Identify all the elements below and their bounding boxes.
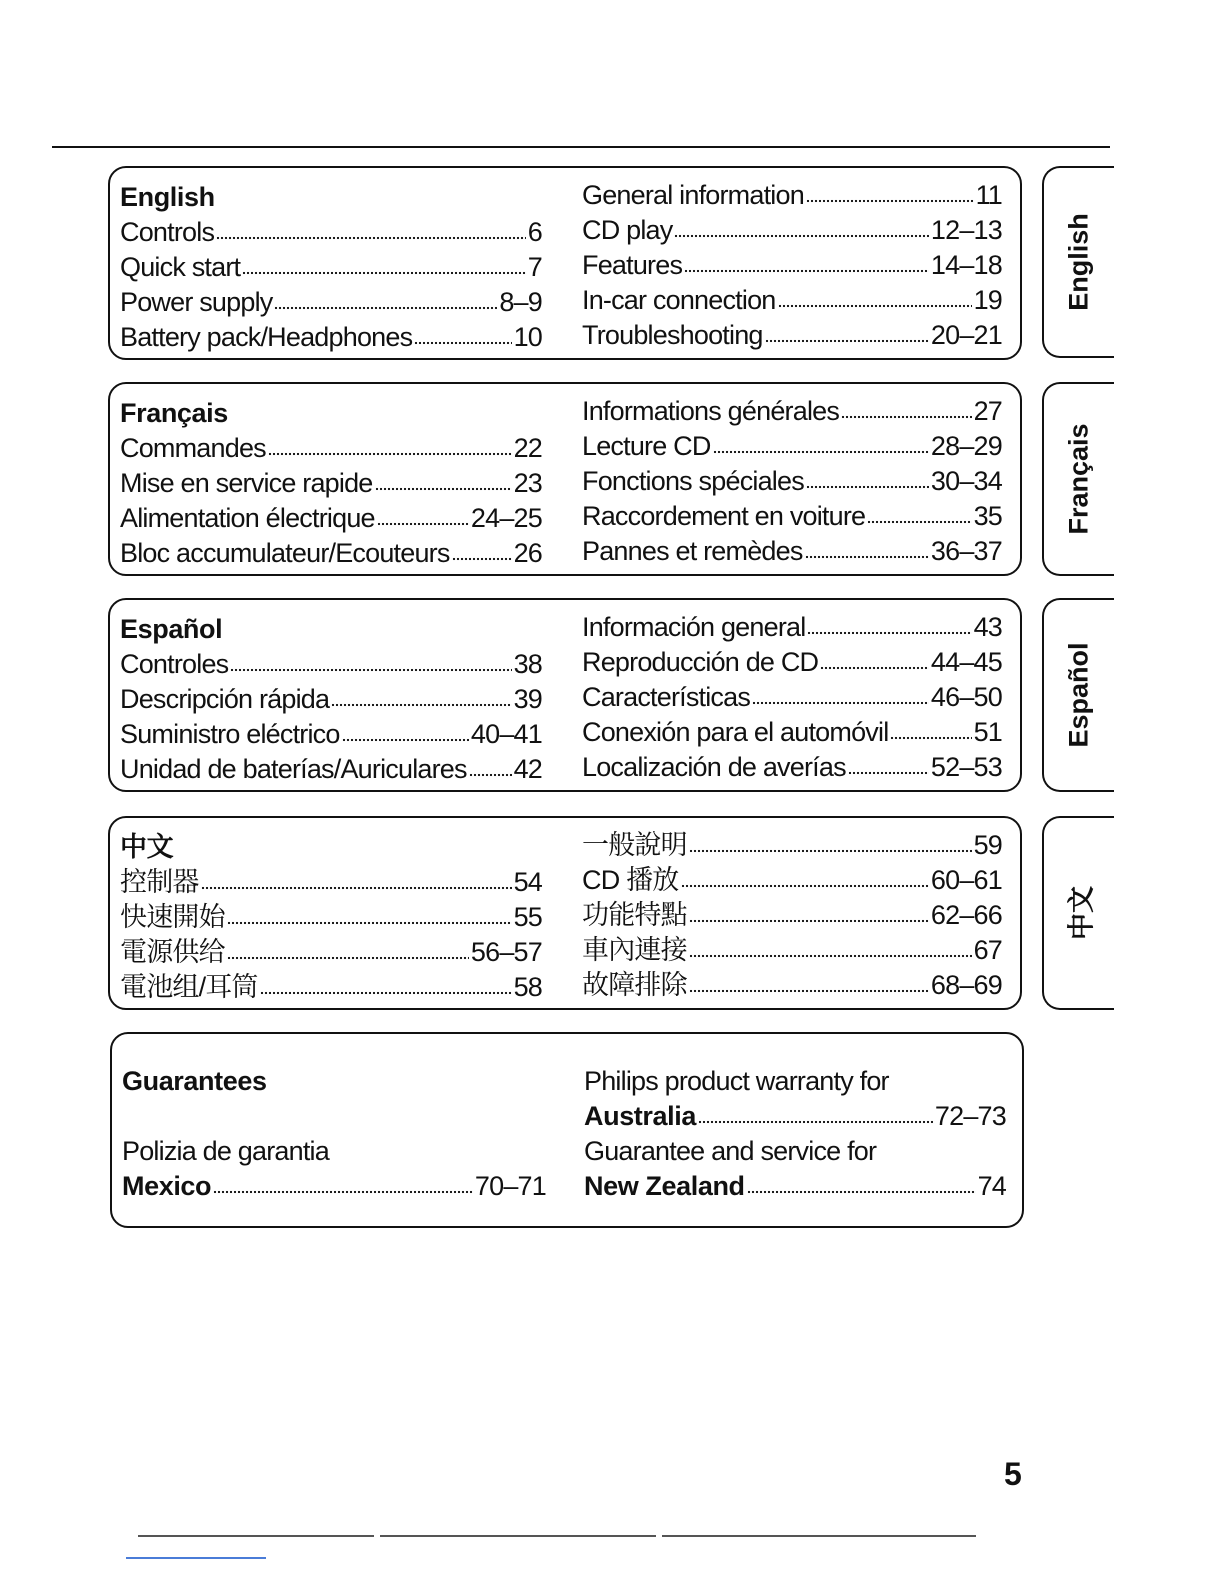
toc-entry[interactable]: Características 46–50: [582, 682, 1002, 712]
section-english-left-column: [120, 180, 542, 355]
toc-entry[interactable]: Raccordement en voiture 35: [582, 501, 1002, 531]
guarantee-australia-intro: Philips product warranty for: [584, 1066, 889, 1096]
section-guarantees: [110, 1032, 1024, 1228]
guarantee-nz-intro: Guarantee and service for: [584, 1136, 877, 1166]
blue-rule: [126, 1557, 266, 1559]
guarantee-mexico-intro: Polizia de garantia: [122, 1136, 329, 1166]
toc-entry[interactable]: CD play 12–13: [582, 215, 1002, 245]
toc-entry[interactable]: 電源供给 56–57: [120, 937, 542, 967]
toc-entry[interactable]: CD 播放 60–61: [582, 865, 1002, 895]
section-chinese: [108, 816, 1022, 1010]
section-heading: 中文: [120, 832, 174, 862]
toc-entry[interactable]: 快速開始 55: [120, 902, 542, 932]
section-heading: Español: [120, 614, 223, 644]
page-number: 5: [1004, 1456, 1022, 1492]
section-francais-right-column: [582, 394, 1002, 569]
toc-entry[interactable]: Unidad de baterías/Auriculares 42: [120, 754, 542, 784]
bottom-rule: [380, 1535, 656, 1537]
section-espanol-left-column: [120, 612, 542, 787]
toc-entry[interactable]: Descripción rápida 39: [120, 684, 542, 714]
section-heading: Français: [120, 398, 228, 428]
tab-francais[interactable]: [1042, 382, 1114, 576]
toc-entry[interactable]: Informations générales 27: [582, 396, 1002, 426]
toc-entry[interactable]: Localización de averías 52–53: [582, 752, 1002, 782]
toc-entry[interactable]: Controls 6: [120, 217, 542, 247]
top-rule: [52, 146, 1110, 148]
section-heading: Guarantees: [122, 1066, 267, 1096]
toc-entry-australia[interactable]: Australia 72–73: [584, 1101, 1006, 1131]
tab-label: Español: [1063, 642, 1094, 748]
toc-entry-new-zealand[interactable]: New Zealand 74: [584, 1171, 1006, 1201]
section-heading: English: [120, 182, 215, 212]
section-francais-left-column: [120, 396, 542, 571]
toc-entry[interactable]: Lecture CD 28–29: [582, 431, 1002, 461]
toc-entry[interactable]: 功能特點 62–66: [582, 900, 1002, 930]
tab-label: English: [1063, 213, 1094, 311]
toc-entry[interactable]: Conexión para el automóvil 51: [582, 717, 1002, 747]
section-espanol-right-column: [582, 610, 1002, 785]
bottom-rule: [138, 1535, 374, 1537]
toc-entry[interactable]: 車內連接 67: [582, 935, 1002, 965]
toc-entry[interactable]: Reproducción de CD 44–45: [582, 647, 1002, 677]
toc-entry[interactable]: Controles 38: [120, 649, 542, 679]
toc-entry[interactable]: Bloc accumulateur/Ecouteurs 26: [120, 538, 542, 568]
toc-entry[interactable]: Troubleshooting 20–21: [582, 320, 1002, 350]
toc-entry[interactable]: 電池组/耳筒 58: [120, 972, 542, 1002]
toc-entry[interactable]: Mise en service rapide 23: [120, 468, 542, 498]
toc-entry[interactable]: Quick start 7: [120, 252, 542, 282]
section-guarantees-left-column: [122, 1064, 546, 1204]
toc-entry[interactable]: Commandes 22: [120, 433, 542, 463]
toc-entry[interactable]: In-car connection 19: [582, 285, 1002, 315]
section-espanol: [108, 598, 1022, 792]
bottom-rule: [662, 1535, 976, 1537]
section-chinese-left-column: [120, 830, 542, 1005]
tab-label: 中文: [1066, 886, 1097, 940]
section-chinese-right-column: [582, 828, 1002, 1003]
toc-entry-mexico[interactable]: Mexico 70–71: [122, 1171, 546, 1201]
tab-english[interactable]: [1042, 166, 1114, 358]
toc-entry[interactable]: 控制器 54: [120, 867, 542, 897]
section-francais: [108, 382, 1022, 576]
section-guarantees-right-column: [584, 1064, 1006, 1204]
toc-entry[interactable]: Fonctions spéciales 30–34: [582, 466, 1002, 496]
section-english: [108, 166, 1022, 360]
section-english-right-column: [582, 178, 1002, 353]
toc-entry[interactable]: 一般說明 59: [582, 830, 1002, 860]
tab-chinese[interactable]: [1042, 816, 1114, 1010]
toc-entry[interactable]: 故障排除 68–69: [582, 970, 1002, 1000]
toc-entry[interactable]: Pannes et remèdes 36–37: [582, 536, 1002, 566]
tab-label: Français: [1063, 423, 1094, 535]
toc-entry[interactable]: Features 14–18: [582, 250, 1002, 280]
tab-espanol[interactable]: [1042, 598, 1114, 792]
toc-entry[interactable]: General information 11: [582, 180, 1002, 210]
toc-entry[interactable]: Suministro eléctrico 40–41: [120, 719, 542, 749]
toc-entry[interactable]: Información general 43: [582, 612, 1002, 642]
toc-entry[interactable]: Power supply 8–9: [120, 287, 542, 317]
toc-entry[interactable]: Alimentation électrique 24–25: [120, 503, 542, 533]
toc-entry[interactable]: Battery pack/Headphones 10: [120, 322, 542, 352]
